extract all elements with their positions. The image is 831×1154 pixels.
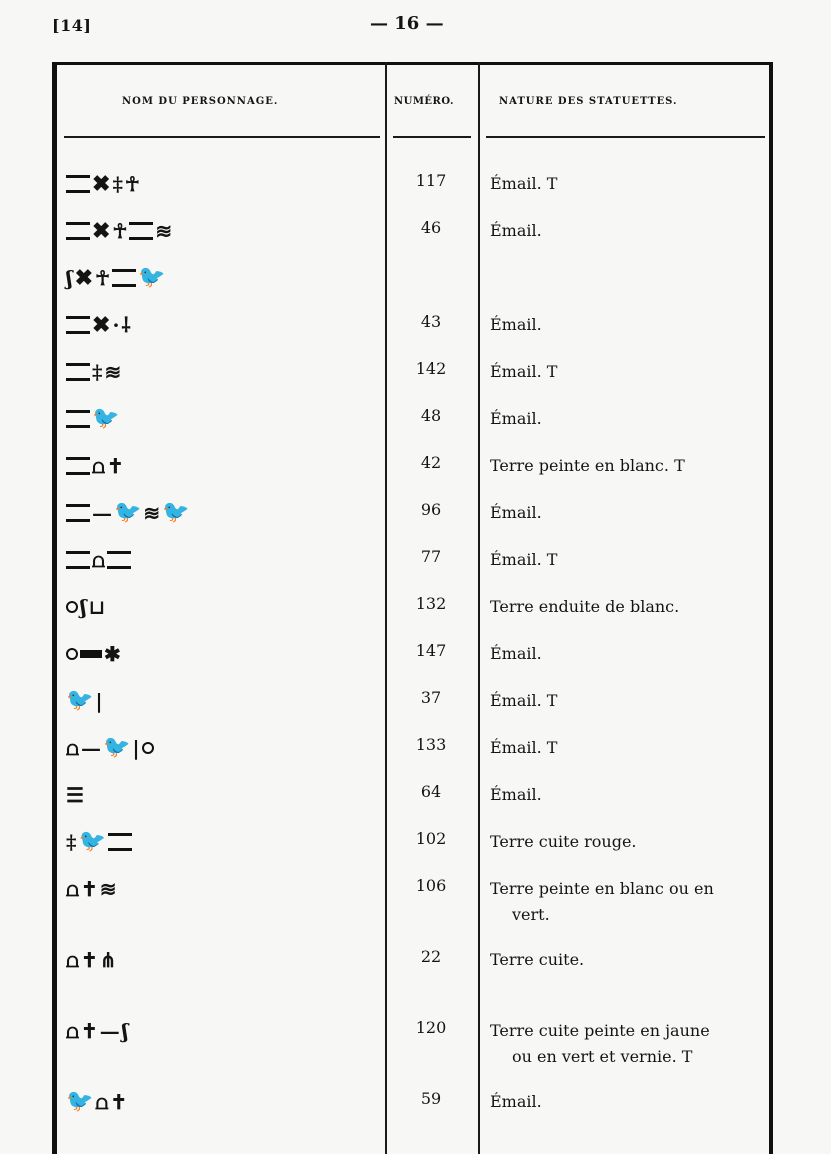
plant-glyph-icon: ⋔ bbox=[99, 948, 117, 972]
hook-glyph-icon: ʃ bbox=[80, 595, 87, 619]
statuette-nature bbox=[490, 359, 770, 385]
statuette-nature bbox=[490, 641, 770, 667]
cross-glyph-icon: ✖ bbox=[92, 312, 111, 338]
column-header-number: NUMÉRO. bbox=[394, 96, 454, 107]
catalog-number: 48 bbox=[420, 406, 442, 425]
hieroglyph-name bbox=[66, 359, 121, 385]
statuette-nature bbox=[490, 1018, 770, 1070]
box-glyph-icon: ⊔ bbox=[88, 595, 106, 619]
statuette-nature bbox=[490, 312, 770, 338]
bar-glyph-icon bbox=[129, 222, 153, 240]
header-rule bbox=[393, 136, 471, 138]
bowl-glyph-icon: ⩍ bbox=[92, 454, 105, 478]
bowl-glyph-icon: ⩍ bbox=[66, 1019, 79, 1043]
hieroglyph-name bbox=[66, 453, 124, 479]
catalog-number: 133 bbox=[415, 735, 447, 754]
bar-glyph-icon bbox=[108, 833, 132, 851]
bar-glyph-icon bbox=[66, 457, 90, 475]
bird-glyph-icon: 🐦 bbox=[103, 735, 131, 760]
stacked-bars-glyph-icon: ☰ bbox=[66, 783, 84, 807]
plus-glyph-icon: ✝ bbox=[81, 948, 98, 972]
bird-glyph-icon: 🐦 bbox=[66, 688, 94, 713]
catalog-number: 117 bbox=[415, 171, 447, 190]
dash-glyph-icon: — bbox=[92, 501, 112, 525]
dash-glyph-icon: — bbox=[81, 736, 101, 760]
sun-glyph-icon bbox=[66, 601, 78, 613]
statuette-nature bbox=[490, 500, 770, 526]
nature-line: Émail. T bbox=[490, 174, 558, 193]
nature-line: ou en vert et vernie. T bbox=[512, 1047, 693, 1066]
nature-line: Terre peinte en blanc ou en bbox=[490, 879, 714, 898]
nature-line: Émail. bbox=[490, 221, 542, 240]
hieroglyph-name bbox=[66, 265, 165, 291]
eye-glyph-icon: ≋ bbox=[104, 360, 122, 384]
statuette-nature bbox=[490, 829, 770, 855]
bar-glyph-icon bbox=[66, 363, 90, 381]
statuette-nature bbox=[490, 782, 770, 808]
bar-glyph-icon bbox=[107, 551, 131, 569]
nature-line: Émail. bbox=[490, 409, 542, 428]
nature-line: Terre peinte en blanc. T bbox=[490, 456, 685, 475]
catalog-number: 43 bbox=[420, 312, 442, 331]
scarab-glyph-icon: ✱ bbox=[104, 642, 121, 666]
bar-glyph-icon bbox=[112, 269, 136, 287]
catalog-number: 96 bbox=[420, 500, 442, 519]
bar-glyph-icon bbox=[66, 316, 90, 334]
hieroglyph-name bbox=[66, 688, 103, 714]
column-divider bbox=[385, 62, 387, 1154]
statuette-nature bbox=[490, 1089, 770, 1115]
nature-line: vert. bbox=[512, 905, 550, 924]
hieroglyph-name bbox=[66, 594, 105, 620]
header-rule bbox=[486, 136, 765, 138]
eye-glyph-icon: ≋ bbox=[99, 877, 117, 901]
nature-line: Terre cuite rouge. bbox=[490, 832, 637, 851]
catalog-number: 102 bbox=[415, 829, 447, 848]
nature-line: Terre enduite de blanc. bbox=[490, 597, 680, 616]
statuette-nature bbox=[490, 947, 770, 973]
catalog-number: 42 bbox=[420, 453, 442, 472]
hieroglyph-name bbox=[66, 782, 84, 808]
stroke-glyph-icon: | bbox=[95, 689, 103, 713]
sun-glyph-icon bbox=[142, 742, 154, 754]
nature-line: Émail. T bbox=[490, 738, 558, 757]
nature-line: Émail. bbox=[490, 644, 542, 663]
bowl-glyph-icon: ⩍ bbox=[66, 948, 79, 972]
catalog-number: 46 bbox=[420, 218, 442, 237]
statuette-nature bbox=[490, 876, 770, 928]
plus-glyph-icon: ✝ bbox=[110, 1090, 128, 1114]
tree-glyph-icon: ⸸ bbox=[121, 313, 131, 337]
ankh-glyph-icon: ☥ bbox=[124, 172, 140, 196]
catalog-number: 64 bbox=[420, 782, 442, 801]
eye-glyph-icon: ≋ bbox=[143, 501, 161, 525]
bar-glyph-icon bbox=[66, 410, 90, 428]
hook-glyph-icon: ʃ bbox=[66, 266, 73, 290]
header-rule bbox=[64, 136, 380, 138]
nature-line: Émail. bbox=[490, 315, 542, 334]
hieroglyph-name bbox=[66, 947, 117, 973]
eye-glyph-icon: ≋ bbox=[155, 219, 173, 243]
catalog-number: 132 bbox=[415, 594, 447, 613]
statuette-nature bbox=[490, 406, 770, 432]
statuette-nature bbox=[490, 735, 770, 761]
plus-glyph-icon: ✝ bbox=[107, 454, 124, 478]
cross-glyph-icon: ✖ bbox=[92, 218, 111, 244]
hieroglyph-name bbox=[66, 641, 121, 667]
catalog-number: 147 bbox=[415, 641, 447, 660]
statuette-nature bbox=[490, 218, 770, 244]
bowl-glyph-icon: ⩍ bbox=[92, 548, 105, 572]
hieroglyph-name bbox=[66, 171, 140, 197]
bowl-glyph-icon: ⩍ bbox=[66, 877, 79, 901]
hieroglyph-name bbox=[66, 1089, 127, 1115]
catalog-number: 22 bbox=[420, 947, 442, 966]
tall-glyph-icon: ‡ bbox=[66, 830, 77, 854]
nature-line: Émail. T bbox=[490, 362, 558, 381]
bar-glyph-icon bbox=[66, 504, 90, 522]
hook-glyph-icon: ʃ bbox=[121, 1019, 129, 1043]
statuette-nature bbox=[490, 453, 770, 479]
dash-glyph-icon: — bbox=[99, 1019, 120, 1043]
statuette-nature bbox=[490, 594, 770, 620]
block-glyph-icon bbox=[80, 650, 102, 658]
catalog-number: 120 bbox=[415, 1018, 447, 1037]
nature-line: Émail. bbox=[490, 1092, 542, 1111]
catalog-number: 37 bbox=[420, 688, 442, 707]
hieroglyph-name bbox=[66, 876, 117, 902]
stroke-glyph-icon: | bbox=[132, 736, 140, 760]
catalog-number: 59 bbox=[420, 1089, 442, 1108]
section-reference: [14] bbox=[52, 16, 92, 35]
nature-line: Terre cuite peinte en jaune bbox=[490, 1021, 710, 1040]
bar-glyph-icon bbox=[66, 175, 90, 193]
plus-glyph-icon: ✝ bbox=[81, 877, 98, 901]
bowl-glyph-icon: ⩍ bbox=[95, 1090, 109, 1114]
catalog-number: 142 bbox=[415, 359, 447, 378]
bird-glyph-icon: 🐦 bbox=[92, 406, 120, 431]
plus-glyph-icon: ✝ bbox=[81, 1019, 98, 1043]
statuette-nature bbox=[490, 688, 770, 714]
tall-glyph-icon: ‡ bbox=[92, 360, 103, 384]
ankh-glyph-icon: ☥ bbox=[95, 266, 110, 290]
nature-line: Émail. T bbox=[490, 550, 558, 569]
bar-glyph-icon bbox=[66, 222, 90, 240]
bowl-glyph-icon: ⩍ bbox=[66, 736, 79, 760]
statuette-nature bbox=[490, 547, 770, 573]
column-header-name: NOM DU PERSONNAGE. bbox=[122, 96, 279, 107]
bird-glyph-icon: 🐦 bbox=[162, 500, 190, 525]
nature-line: Terre cuite. bbox=[490, 950, 585, 969]
ankh-glyph-icon: ☥ bbox=[112, 219, 128, 243]
sun-glyph-icon bbox=[66, 648, 78, 660]
column-divider bbox=[478, 62, 480, 1154]
cross-glyph-icon: ✖ bbox=[74, 265, 94, 291]
hieroglyph-name bbox=[66, 1018, 128, 1044]
dot-glyph-icon: · bbox=[112, 313, 120, 337]
hieroglyph-name bbox=[66, 735, 154, 761]
bird-glyph-icon: 🐦 bbox=[137, 265, 166, 290]
hieroglyph-name bbox=[66, 547, 131, 573]
nature-line: Émail. bbox=[490, 503, 542, 522]
column-header-nature: NATURE DES STATUETTES. bbox=[499, 96, 678, 107]
nature-line: Émail. T bbox=[490, 691, 558, 710]
bird-glyph-icon: 🐦 bbox=[78, 829, 106, 854]
catalog-number: 106 bbox=[415, 876, 447, 895]
bar-glyph-icon bbox=[66, 551, 90, 569]
tall-glyph-icon: ‡ bbox=[112, 172, 123, 196]
statuette-nature bbox=[490, 171, 770, 197]
catalog-number: 77 bbox=[420, 547, 442, 566]
hieroglyph-name bbox=[66, 218, 172, 244]
bird-glyph-icon: 🐦 bbox=[114, 500, 142, 525]
nature-line: Émail. bbox=[490, 785, 542, 804]
hieroglyph-name bbox=[66, 406, 119, 432]
page-number: — 16 — bbox=[370, 13, 444, 34]
cross-glyph-icon: ✖ bbox=[92, 171, 111, 197]
hieroglyph-name bbox=[66, 312, 131, 338]
bird-glyph-icon: 🐦 bbox=[66, 1089, 94, 1114]
hieroglyph-name bbox=[66, 829, 132, 855]
hieroglyph-name bbox=[66, 500, 190, 526]
